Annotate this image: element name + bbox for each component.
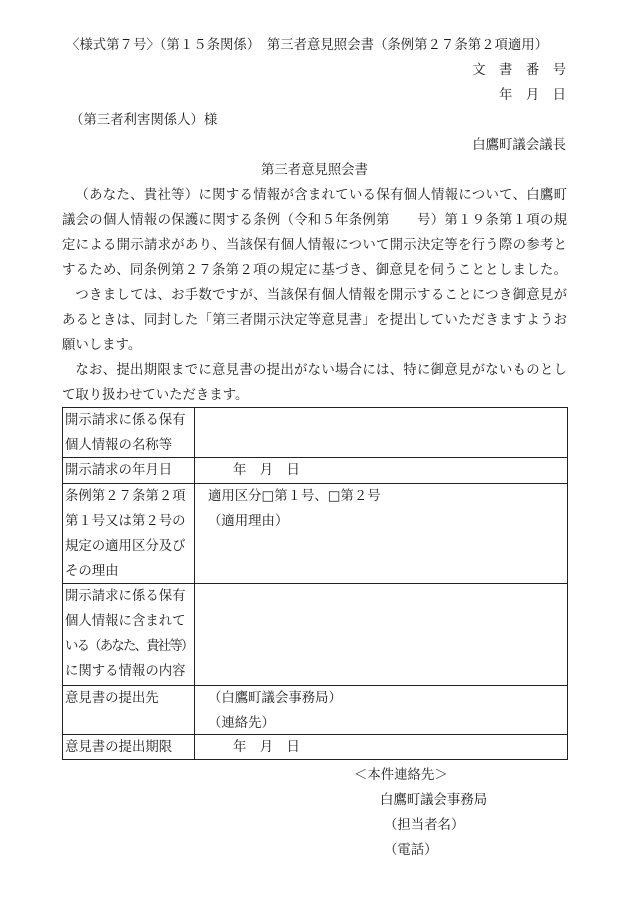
document-number: 文 書 番 号 bbox=[472, 63, 566, 78]
table-label bbox=[63, 584, 195, 685]
issue-date: 年 月 日 bbox=[499, 88, 566, 103]
table-label-line: 規定の適用区分及び bbox=[65, 539, 186, 554]
paragraph-3-line: なお、提出期限までに意見書の提出がない場合には、特に御意見がないものとし bbox=[75, 363, 567, 378]
table-row-request-date bbox=[63, 458, 567, 484]
table-label-line: 開示請求の年月日 bbox=[65, 463, 173, 478]
body-text bbox=[62, 183, 567, 408]
table-label-line: その理由 bbox=[65, 564, 119, 579]
table-label-line: 個人情報の名称等 bbox=[65, 438, 173, 453]
table-value-blank bbox=[195, 408, 567, 457]
table-label bbox=[63, 686, 195, 734]
contact-person: （担当者名） bbox=[384, 818, 465, 833]
table-label-line: 意見書の提出先 bbox=[65, 691, 159, 706]
table-value-blank bbox=[195, 584, 567, 685]
paragraph-2-line: あるときは、同封した「第三者開示決定等意見書」を提出していただきますようお bbox=[62, 313, 567, 328]
inquiry-table bbox=[62, 407, 568, 760]
table-label-line: 個人情報に含まれて bbox=[65, 614, 186, 629]
destination-office: （白鷹町議会事務局） bbox=[208, 691, 342, 706]
request-date-value: 年 月 日 bbox=[233, 463, 300, 478]
paragraph-2-line: つきましては、お手数ですが、当該保有個人情報を開示することにつき御意見が bbox=[75, 288, 567, 303]
contact-phone: （電話） bbox=[384, 843, 438, 858]
contact-office: 白鷹町議会事務局 bbox=[380, 793, 488, 808]
paragraph-1-line: するため、同条例第２７条第２項の規定に基づき、御意見を伺うこととしました。 bbox=[62, 263, 567, 278]
table-label-line: 第１号又は第２号の bbox=[65, 514, 186, 529]
table-row-requested-info-name bbox=[63, 408, 567, 458]
paragraph-3-line: て取り扱わせていただきます。 bbox=[62, 388, 249, 403]
reason-line: （適用理由） bbox=[208, 514, 289, 529]
table-row-submission-destination bbox=[63, 686, 567, 735]
paragraph-2-line: 願いします。 bbox=[62, 338, 142, 353]
category-checkbox-line: 適用区分□第１号、□第２号 bbox=[208, 489, 381, 504]
table-label bbox=[63, 735, 195, 759]
paragraph-1-line: 議会の個人情報の保護に関する条例（令和５年条例第 号）第１９条第１項の規 bbox=[62, 213, 567, 228]
table-label-line: 意見書の提出期限 bbox=[65, 740, 173, 755]
sender: 白鷹町議会議長 bbox=[472, 138, 566, 153]
table-value bbox=[195, 458, 567, 483]
table-label-line: いる（あなた、貴社等） bbox=[65, 639, 193, 654]
table-label-line: 開示請求に係る保有 bbox=[65, 413, 186, 428]
destination-contact: （連絡先） bbox=[208, 716, 275, 731]
table-row-info-content bbox=[63, 584, 567, 686]
table-label bbox=[63, 408, 195, 457]
document-title: 第三者意見照会書 bbox=[260, 163, 369, 178]
table-value bbox=[195, 686, 567, 734]
addressee: （第三者利害関係人）様 bbox=[70, 113, 218, 128]
deadline-value: 年 月 日 bbox=[233, 740, 300, 755]
table-label-line: 条例第２７条第２項 bbox=[65, 489, 186, 504]
paragraph-1-line: （あなた、貴社等）に関する情報が含まれている保有個人情報について、白鷹町 bbox=[75, 188, 567, 203]
table-label-line: に関する情報の内容 bbox=[65, 664, 186, 679]
form-label: 〈様式第７号〉（第１５条関係） 第三者意見照会書（条例第２７条第２項適用） bbox=[66, 38, 549, 53]
table-label bbox=[63, 458, 195, 483]
paragraph-1-line: 定による開示請求があり、当該保有個人情報について開示決定等を行う際の参考と bbox=[62, 238, 567, 253]
table-label-line: 開示請求に係る保有 bbox=[65, 589, 186, 604]
table-row-submission-deadline bbox=[63, 735, 567, 759]
table-label bbox=[63, 484, 195, 583]
table-row-applicable-category bbox=[63, 484, 567, 584]
table-value bbox=[195, 484, 567, 583]
contact-heading: ＜本件連絡先＞ bbox=[354, 768, 448, 783]
table-value bbox=[195, 735, 567, 759]
